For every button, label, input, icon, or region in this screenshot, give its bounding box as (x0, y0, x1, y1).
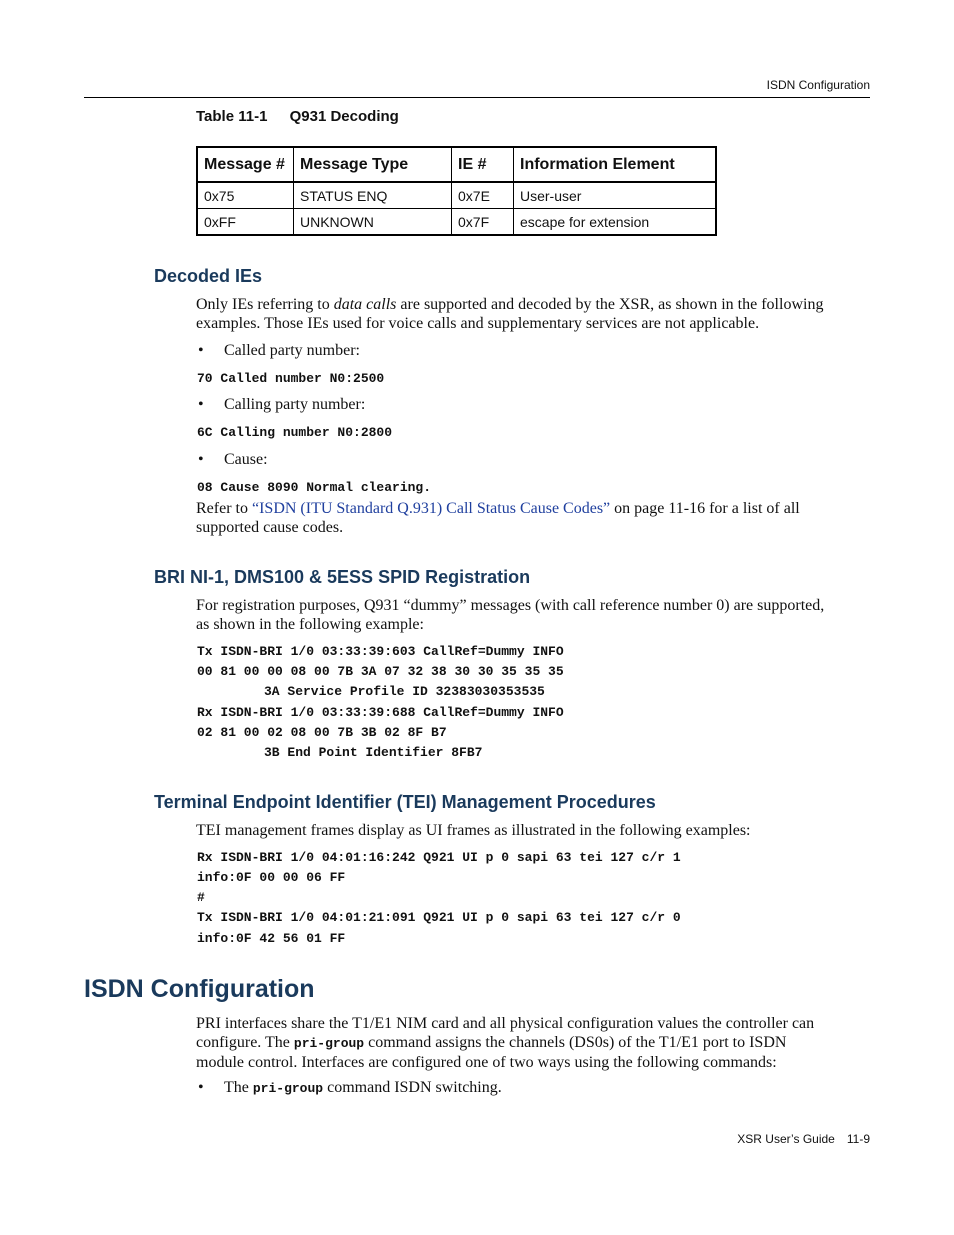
reference-text: supported cause codes. (196, 519, 344, 536)
table-cell: UNKNOWN (294, 209, 452, 236)
table-cell: STATUS ENQ (294, 182, 452, 209)
section-heading-decoded-ies: Decoded IEs (154, 266, 263, 286)
table-caption-title: Q931 Decoding (289, 108, 399, 125)
table-cell: 0x7F (452, 209, 514, 236)
isdn-config-intro (196, 1014, 866, 1072)
code-line: 70 Called number N0:2500 (197, 371, 385, 386)
spid-text: as shown in the following example: (196, 616, 424, 633)
code-line: 08 Cause 8090 Normal clearing. (197, 480, 432, 495)
table-row (197, 182, 716, 209)
column-header-message-type: Message Type (294, 147, 452, 182)
table-cell: 0xFF (197, 209, 294, 236)
table-cell: 0x75 (197, 182, 294, 209)
table-cell: 0x7E (452, 182, 514, 209)
code-line: Rx ISDN-BRI 1/0 04:01:16:242 Q921 UI p 0 sapi 63 tei 127 c/r 1 (197, 850, 681, 865)
bullet-item (198, 1079, 502, 1097)
code-line: # (197, 890, 205, 905)
code-line: 00 81 00 00 08 00 7B 3A 07 32 38 30 30 35 35 35 (197, 664, 564, 679)
code-line (197, 745, 482, 760)
section-heading-tei-management: Terminal Endpoint Identifier (TEI) Management Procedures (154, 792, 656, 812)
table-caption (196, 108, 399, 125)
table-caption-number: Table 11-1 (196, 108, 268, 125)
config-text: command assigns the channels (DS0s) of the T1/E1 port to ISDN (364, 1034, 787, 1051)
chapter-heading-isdn-configuration: ISDN Configuration (84, 975, 315, 1003)
cause-codes-reference (196, 499, 866, 537)
spid-intro (196, 596, 866, 634)
table-cell: User-user (514, 182, 717, 209)
bullet-text: Cause: (224, 451, 268, 468)
code-line: Tx ISDN-BRI 1/0 03:33:39:603 CallRef=Dummy INFO (197, 644, 564, 659)
config-text: module control. Interfaces are configured one of two ways using the following commands: (196, 1054, 777, 1071)
section-heading-spid-registration: BRI NI-1, DMS100 & 5ESS SPID Registration (154, 567, 531, 587)
code-line: 6C Calling number N0:2800 (197, 425, 393, 440)
q931-decoding-table (196, 146, 717, 236)
bullet-item (198, 451, 268, 469)
command-name: pri-group (293, 1036, 365, 1051)
config-text: configure. The (196, 1034, 294, 1051)
bullet-icon: • (198, 342, 204, 359)
code-line (197, 684, 545, 699)
code-text: 3B End Point Identifier 8FB7 (264, 745, 483, 760)
bullet-text: Calling party number: (224, 396, 366, 413)
running-header: ISDN Configuration (766, 78, 870, 92)
bullet-icon: • (198, 396, 204, 413)
column-header-information-element: Information Element (514, 147, 717, 182)
column-header-message-number: Message # (197, 147, 294, 182)
code-line: info:0F 42 56 01 FF (197, 931, 346, 946)
intro-text: Only IEs referring to (196, 296, 334, 313)
bullet-item (198, 342, 360, 360)
page-footer (737, 1132, 870, 1146)
code-line: Rx ISDN-BRI 1/0 03:33:39:688 CallRef=Dummy INFO (197, 705, 564, 720)
intro-text: are supported and decoded by the XSR, as shown in the following (396, 296, 824, 313)
intro-emphasis: data calls (333, 296, 397, 313)
reference-text: Refer to (196, 500, 252, 517)
bullet-text: command ISDN switching. (323, 1079, 502, 1096)
config-text: PRI interfaces share the T1/E1 NIM card and all physical configuration values the controller can (196, 1015, 815, 1032)
bullet-icon: • (198, 1079, 204, 1096)
reference-text: on page 11-16 for a list of all (610, 500, 800, 517)
table-row (197, 209, 716, 236)
page-number: 11-9 (846, 1132, 870, 1146)
table-cell: escape for extension (514, 209, 717, 236)
spid-text: For registration purposes, Q931 “dummy” messages (with call reference number 0) are supported, (196, 597, 825, 614)
bullet-text: The (224, 1079, 253, 1096)
cause-codes-link[interactable]: “ISDN (ITU Standard Q.931) Call Status Cause Codes” (251, 500, 611, 517)
bullet-icon: • (198, 451, 204, 468)
header-rule (84, 97, 870, 98)
bullet-item (198, 396, 365, 414)
code-line: Tx ISDN-BRI 1/0 04:01:21:091 Q921 UI p 0 sapi 63 tei 127 c/r 0 (197, 910, 681, 925)
column-header-ie-number: IE # (452, 147, 514, 182)
intro-text: examples. Those IEs used for voice calls and supplementary services are not applicable. (196, 315, 760, 332)
table-header-row (197, 147, 716, 182)
footer-guide-title: XSR User’s Guide (737, 1132, 835, 1146)
bullet-text: Called party number: (224, 342, 360, 359)
command-name: pri-group (252, 1081, 324, 1096)
code-line: 02 81 00 02 08 00 7B 3B 02 8F B7 (197, 725, 447, 740)
decoded-ies-intro (196, 295, 866, 333)
tei-intro: TEI management frames display as UI frames as illustrated in the following examples: (196, 822, 751, 839)
code-line: info:0F 00 00 06 FF (197, 870, 346, 885)
code-text: 3A Service Profile ID 32383030353535 (264, 684, 545, 699)
